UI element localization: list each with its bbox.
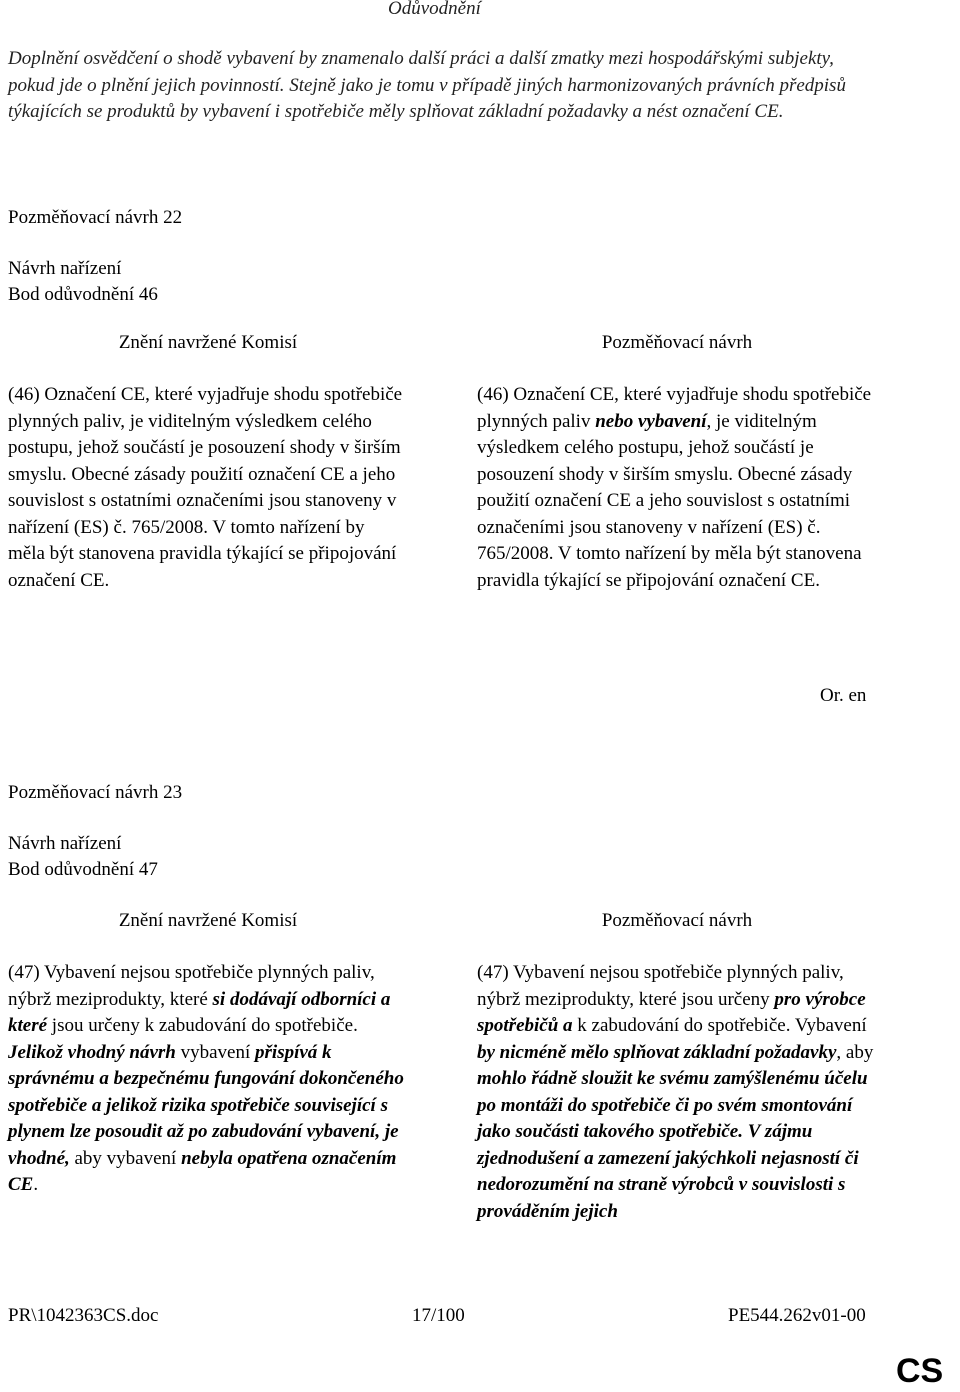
amendment-text-header: Pozměňovací návrh bbox=[601, 332, 753, 353]
text-segment: (47) Vybavení nejsou spotřebiče plynných paliv, nýbrž meziprodukty, které bbox=[8, 962, 375, 1010]
text-segment: , aby bbox=[836, 1041, 874, 1063]
justification-text: Doplnění osvědčení o shodě vybavení by znamenalo další práci a další zmatky mezi hospodářskými subjekty, pokud jde o plnění jejich povinností. Stejně jako je tomu v případě jiných harmonizovaných právních předpisů týkajících se produktů by vybavení i spotřebiče měly splňovat základní požadavky a nést označení CE. bbox=[8, 48, 846, 122]
text-segment: jsou určeny k zabudování do spotřebiče. bbox=[47, 1015, 358, 1036]
text-segment: k zabudování do spotřebiče. Vybavení bbox=[572, 1015, 867, 1036]
emphasized-text: by nicméně mělo splňovat základní požadavky bbox=[477, 1041, 837, 1063]
text-segment: aby vybavení bbox=[69, 1147, 182, 1169]
text-segment: vybavení bbox=[175, 1041, 256, 1063]
page-footer bbox=[0, 1303, 960, 1330]
amendment-title: Pozměňovací návrh 23 bbox=[8, 782, 183, 803]
proposal-label: Návrh nařízení bbox=[8, 258, 122, 279]
original-language: Or. en bbox=[820, 685, 867, 706]
amendment-text: (46) Označení CE, které vyjadřuje shodu spotřebiče plynných paliv nebo vybavení, je viditelným výsledkem celého postupu, jehož součástí je posouzení shody v širším smyslu. Obecné zásady použití označení CE a jeho souvislost s ostatními označeními jsou stanoveny v nařízení (ES) č. 765/2008. V tomto nařízení by měla být stanovena pravidla týkající se připojování označení CE. bbox=[477, 384, 872, 591]
justification-title: Odůvodnění bbox=[388, 0, 481, 19]
amendment-title: Pozměňovací návrh 22 bbox=[8, 207, 183, 228]
text-segment: (47) Vybavení nejsou spotřebiče plynných paliv, nýbrž meziprodukty, které jsou určeny bbox=[477, 962, 844, 1010]
language-code: CS bbox=[896, 1352, 944, 1390]
amendment-text-header: Pozměňovací návrh bbox=[601, 910, 753, 931]
commission-text bbox=[8, 960, 408, 1199]
amendment-text bbox=[477, 960, 877, 1225]
file-name: PR\1042363CS.doc bbox=[8, 1305, 159, 1326]
emphasized-text: si dodávají odborníci a které bbox=[8, 988, 391, 1036]
page-number: 17/100 bbox=[412, 1305, 465, 1326]
emphasized-text: mohlo řádně sloužit ke svému zamýšlenému účelu po montáži do spotřebiče či po svém smontování jako součásti takového spotřebiče. V zájmu zjednodušení a zamezení jakýchkoli nejasností či nedorozumění na straně výrobců v souvislosti s prováděním jejich bbox=[477, 1068, 868, 1222]
commission-text-header: Znění navržené Komisí bbox=[118, 910, 298, 931]
emphasized-text: Jelikož vhodný návrh bbox=[8, 1041, 176, 1063]
emphasized-text: nebyla opatřena označením CE bbox=[8, 1147, 397, 1195]
text-segment: . bbox=[33, 1174, 39, 1195]
emphasized-text: přispívá k správnému a bezpečnému fungování dokončeného spotřebiče a jelikož rizika spotřebiče související s plynem lze posoudit až po zabudování vybavení, je vhodné, bbox=[8, 1041, 404, 1169]
proposal-label: Návrh nařízení bbox=[8, 833, 122, 854]
recital-label: Bod odůvodnění 47 bbox=[8, 859, 158, 880]
commission-text-header: Znění navržené Komisí bbox=[118, 332, 298, 353]
emphasized-text: pro výrobce spotřebičů a bbox=[477, 988, 866, 1036]
recital-label: Bod odůvodnění 46 bbox=[8, 284, 158, 305]
document-reference: PE544.262v01-00 bbox=[728, 1305, 866, 1326]
commission-text: (46) Označení CE, které vyjadřuje shodu spotřebiče plynných paliv, je viditelným výsledkem celého postupu, jehož součástí je posouzení shody v širším smyslu. Obecné zásady použití označení CE a jeho souvislost s ostatními označeními jsou stanoveny v nařízení (ES) č. 765/2008. V tomto nařízení by měla být stanovena pravidla týkající se připojování označení CE. bbox=[8, 384, 403, 591]
